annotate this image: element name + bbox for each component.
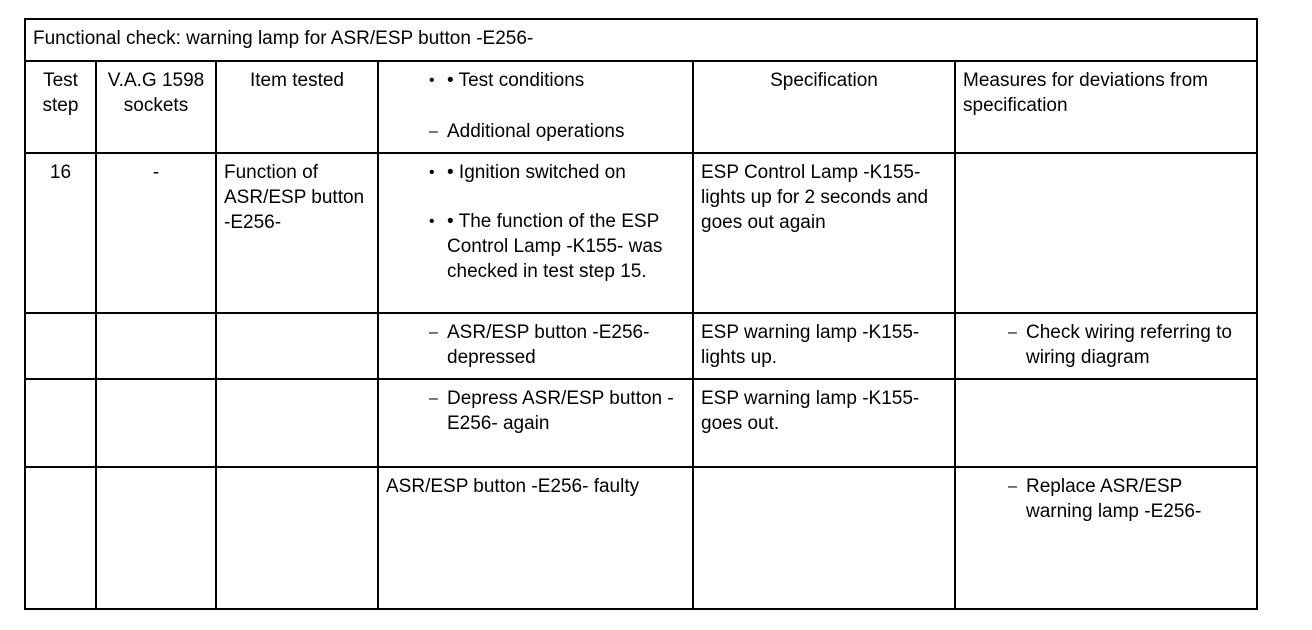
operation-text: ASR/ESP button -E256- depressed <box>447 322 650 368</box>
header-measures: Measures for deviations from specification <box>955 61 1257 153</box>
header-operations-item <box>429 119 685 144</box>
header-item-tested: Item tested <box>216 61 378 153</box>
condition-item <box>429 209 685 284</box>
cell-specification: ESP warning lamp -K155- goes out. <box>693 379 955 467</box>
cell-vag-sockets <box>96 467 216 609</box>
cell-test-step <box>25 467 96 609</box>
table-title: Functional check: warning lamp for ASR/ESP button -E256- <box>25 19 1257 61</box>
table-row <box>25 467 1257 609</box>
table-row <box>25 153 1257 313</box>
cell-conditions <box>378 153 693 313</box>
cell-measures <box>955 467 1257 609</box>
dash-marker: – <box>1008 478 1017 495</box>
dash-marker: – <box>429 390 438 407</box>
bullet-marker: • <box>429 164 435 181</box>
header-row <box>25 61 1257 153</box>
cell-vag-sockets <box>96 379 216 467</box>
cell-item-tested <box>216 379 378 467</box>
cell-specification <box>693 467 955 609</box>
table-row <box>25 379 1257 467</box>
cell-test-step: 16 <box>25 153 96 313</box>
cell-measures <box>955 313 1257 379</box>
measure-text: Replace ASR/ESP warning lamp -E256- <box>1026 476 1202 522</box>
cell-vag-sockets: - <box>96 153 216 313</box>
diagnostic-table <box>24 18 1258 610</box>
measure-item <box>1008 320 1249 370</box>
header-conditions-item <box>429 68 685 93</box>
dash-marker: – <box>429 123 438 140</box>
cell-test-step <box>25 313 96 379</box>
bullet-marker: • <box>429 213 435 230</box>
condition-text: • Ignition switched on <box>447 162 626 183</box>
header-conditions <box>378 61 693 153</box>
table-row <box>25 313 1257 379</box>
cell-measures <box>955 379 1257 467</box>
header-test-conditions: • Test conditions <box>447 70 585 91</box>
header-test-step: Test step <box>25 61 96 153</box>
operation-item <box>429 320 685 370</box>
cell-test-step <box>25 379 96 467</box>
operation-item <box>429 386 685 436</box>
condition-text: • The function of the ESP Control Lamp -K155- was checked in test step 15. <box>447 211 663 282</box>
bullet-marker: • <box>429 72 435 89</box>
cell-conditions <box>378 379 693 467</box>
dash-marker: – <box>1008 324 1017 341</box>
cell-conditions <box>378 313 693 379</box>
condition-item <box>429 160 685 185</box>
cell-specification: ESP warning lamp -K155- lights up. <box>693 313 955 379</box>
cell-item-tested <box>216 313 378 379</box>
cell-item-tested: Function of ASR/ESP button -E256- <box>216 153 378 313</box>
cell-vag-sockets <box>96 313 216 379</box>
dash-marker: – <box>429 324 438 341</box>
header-specification: Specification <box>693 61 955 153</box>
measure-text: Check wiring referring to wiring diagram <box>1026 322 1232 368</box>
measure-item <box>1008 474 1249 524</box>
operation-text: Depress ASR/ESP button -E256- again <box>447 388 674 434</box>
cell-item-tested <box>216 467 378 609</box>
header-additional-operations: Additional operations <box>447 121 625 142</box>
header-vag-sockets: V.A.G 1598 sockets <box>96 61 216 153</box>
cell-specification: ESP Control Lamp -K155- lights up for 2 seconds and goes out again <box>693 153 955 313</box>
cell-measures <box>955 153 1257 313</box>
cell-fault: ASR/ESP button -E256- faulty <box>378 467 693 609</box>
title-row <box>25 19 1257 61</box>
